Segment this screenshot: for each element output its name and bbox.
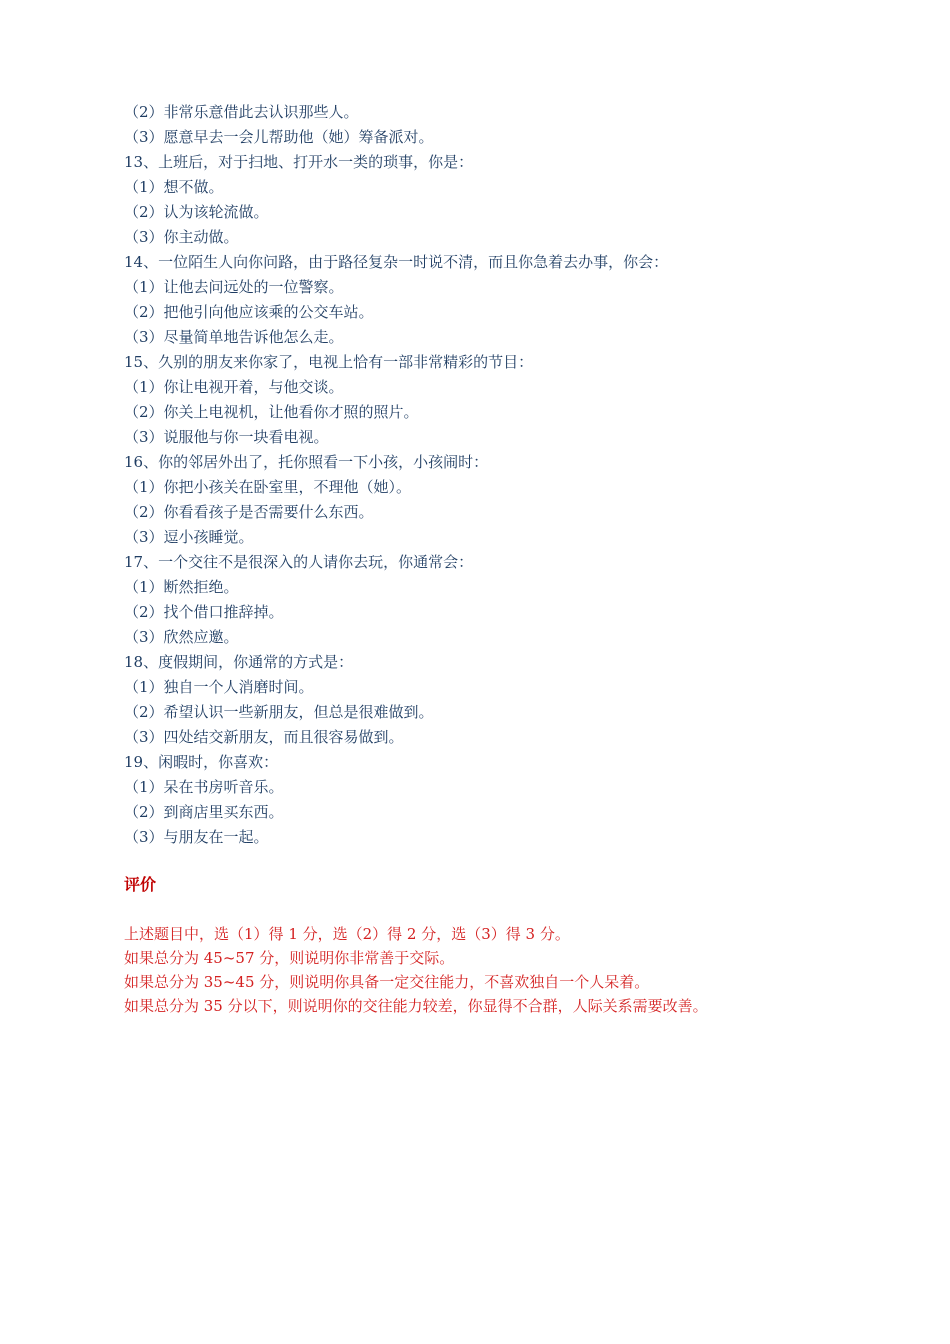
option-line: （2）到商店里买东西。: [124, 803, 284, 821]
option-line: （1）断然拒绝。: [124, 578, 239, 596]
question-18: 18、度假期间，你通常的方式是：: [124, 653, 354, 671]
scoring-rule: 上述题目中，选（1）得 1 分，选（2）得 2 分，选（3）得 3 分。: [124, 925, 570, 943]
option-line: （2）希望认识一些新朋友，但总是很难做到。: [124, 703, 434, 721]
option-line: （3）说服他与你一块看电视。: [124, 428, 329, 446]
option-line: （3）愿意早去一会儿帮助他（她）筹备派对。: [124, 128, 434, 146]
option-line: （2）认为该轮流做。: [124, 203, 269, 221]
option-line: （2）你看看孩子是否需要什么东西。: [124, 503, 374, 521]
question-19: 19、闲暇时，你喜欢：: [124, 753, 279, 771]
question-16: 16、你的邻居外出了，托你照看一下小孩，小孩闹时：: [124, 453, 489, 471]
option-line: （2）你关上电视机，让他看你才照的照片。: [124, 403, 419, 421]
option-line: （1）独自一个人消磨时间。: [124, 678, 314, 696]
evaluation-heading: 评价: [124, 875, 157, 894]
option-line: （2）非常乐意借此去认识那些人。: [124, 103, 359, 121]
option-line: （1）想不做。: [124, 178, 224, 196]
question-17: 17、一个交往不是很深入的人请你去玩，你通常会：: [124, 553, 474, 571]
option-line: （3）你主动做。: [124, 228, 239, 246]
option-line: （2）找个借口推辞掉。: [124, 603, 284, 621]
option-line: （3）尽量简单地告诉他怎么走。: [124, 328, 344, 346]
question-15: 15、久别的朋友来你家了，电视上恰有一部非常精彩的节目：: [124, 353, 534, 371]
option-line: （1）让他去问远处的一位警察。: [124, 278, 344, 296]
option-line: （1）你把小孩关在卧室里，不理他（她）。: [124, 478, 412, 496]
option-line: （1）呆在书房听音乐。: [124, 778, 284, 796]
option-line: （3）四处结交新朋友，而且很容易做到。: [124, 728, 404, 746]
option-line: （3）与朋友在一起。: [124, 828, 269, 846]
option-line: （3）逗小孩睡觉。: [124, 528, 254, 546]
score-band-low: 如果总分为 35 分以下，则说明你的交往能力较差，你显得不合群，人际关系需要改善。: [124, 997, 708, 1015]
question-14: 14、一位陌生人向你问路，由于路径复杂一时说不清，而且你急着去办事，你会：: [124, 253, 669, 271]
question-13: 13、上班后，对于扫地、打开水一类的琐事，你是：: [124, 153, 474, 171]
option-line: （1）你让电视开着，与他交谈。: [124, 378, 344, 396]
score-band-mid: 如果总分为 35~45 分，则说明你具备一定交往能力，不喜欢独自一个人呆着。: [124, 973, 650, 991]
question-list: [124, 100, 884, 850]
option-line: （2）把他引向他应该乘的公交车站。: [124, 303, 374, 321]
option-line: （3）欣然应邀。: [124, 628, 239, 646]
evaluation-body: [124, 922, 904, 1018]
score-band-high: 如果总分为 45~57 分，则说明你非常善于交际。: [124, 949, 455, 967]
